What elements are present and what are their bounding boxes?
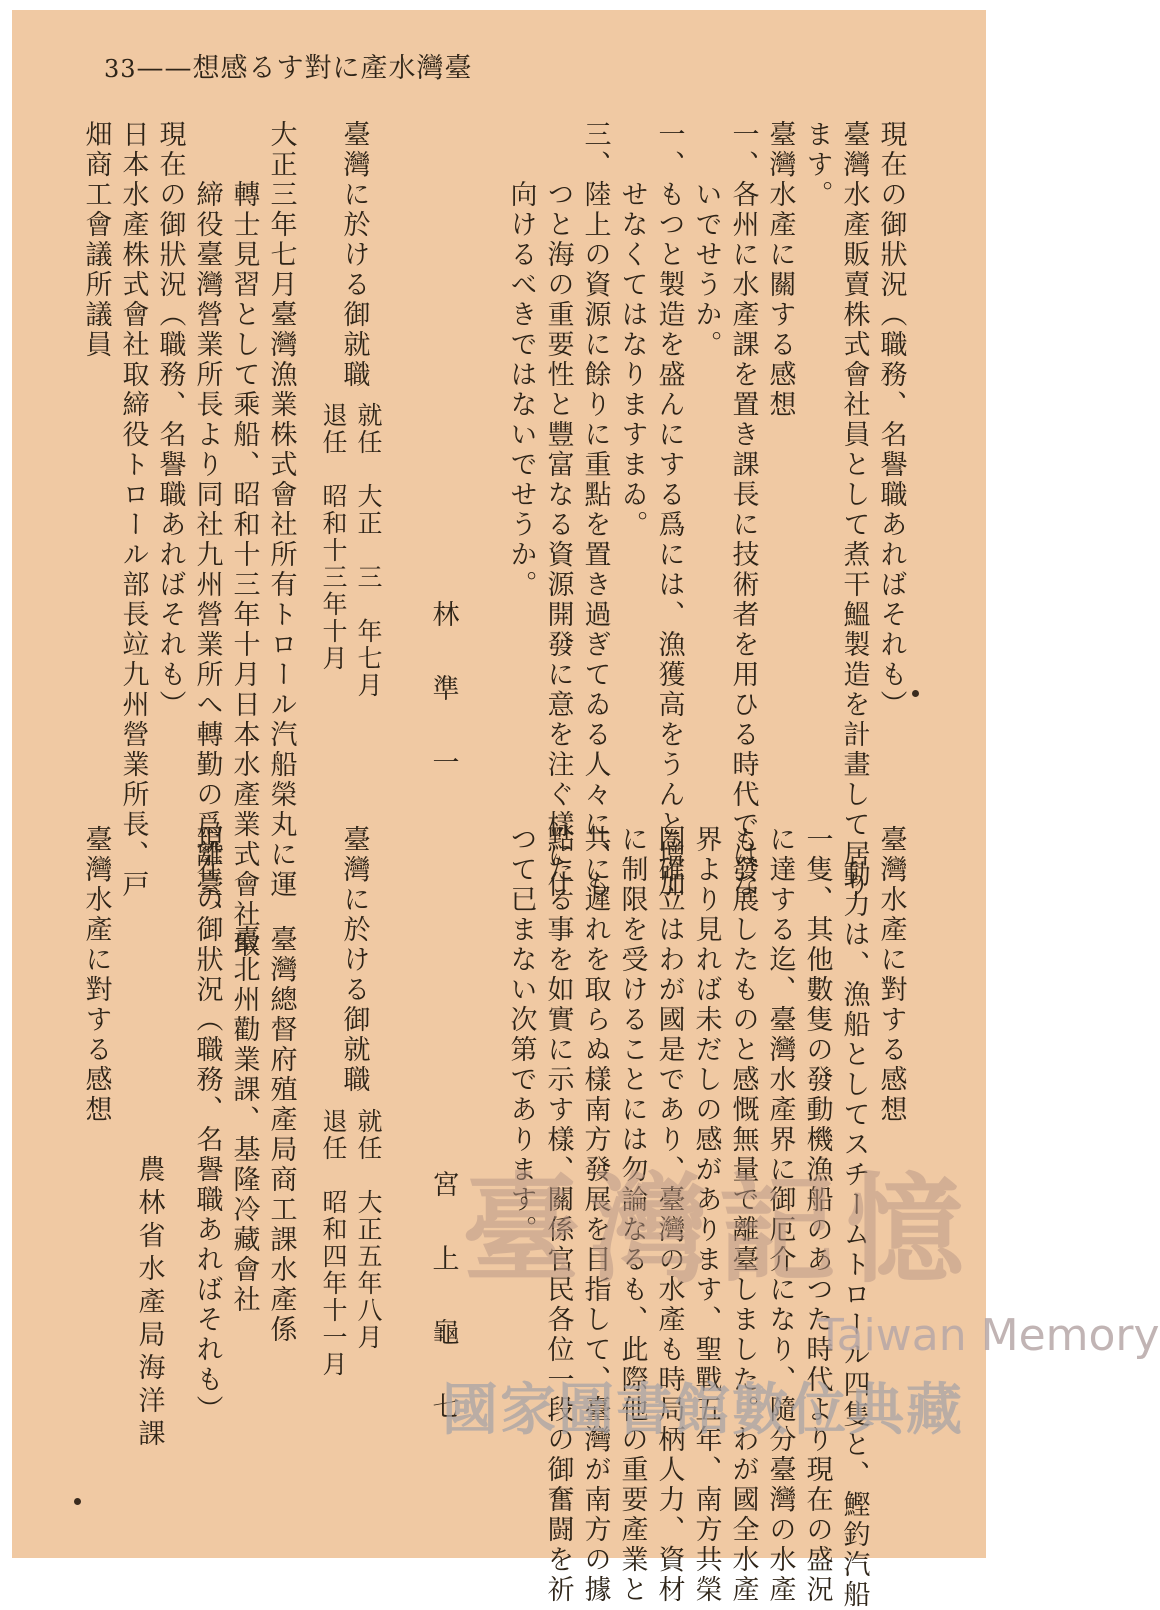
lower-text-9: 點たる事を如實に示す樣、關係官民各位一段の御奮闘を祈	[542, 825, 574, 1605]
upper-career-1: 大正三年七月臺灣漁業株式會社所有トロール汽船榮丸に運	[265, 120, 297, 900]
lower-text-4: も發展したものと感慨無量で離臺しました。わが國全水產	[727, 825, 759, 1605]
lower-person-name: 宮 上 龜 七	[427, 1170, 459, 1429]
upper-retired: 退任 昭和十三年十月	[319, 402, 348, 672]
lower-opinion-heading-2: 臺灣水產に對する感想	[80, 825, 112, 1125]
upper-opinion-3b: つと海の重要性と豐富なる資源開發に意を注ぐ樣に仕	[542, 180, 574, 900]
upper-opinion-1a: 一、各州に水產課を置き課長に技術者を用ひる時代ではな	[727, 120, 759, 900]
upper-opinion-3a: 三、陸上の資源に餘りに重點を置き過ぎてゐる人々に、も	[579, 120, 611, 900]
upper-current-2: 畑商工會議所議員	[80, 120, 112, 360]
lower-appointed: 就任 大正五年八月	[354, 1108, 383, 1351]
upper-status-label: 現在の御狀況（職務、名譽職あればそれも）	[875, 120, 907, 720]
lower-opinion-heading: 臺灣水產に對する感想	[875, 825, 907, 1125]
lower-text-5: 界より見れば未だしの感があります、聖戰五年、南方共榮	[690, 825, 722, 1605]
upper-opinion-2b: せなくてはなりますまゐ。	[616, 180, 648, 540]
lower-retired: 退任 昭和四年十一月	[319, 1108, 348, 1378]
upper-opinion-1b: いでせうか。	[690, 180, 722, 360]
lower-current-1: 農林省水產局海洋課	[133, 1155, 165, 1452]
upper-current-label: 現在の御狀況（職務、名譽職あればそれも）	[154, 120, 186, 720]
upper-current-1: 日本水產株式會社取締役トロール部長竝九州營業所長、戸	[117, 120, 149, 900]
lower-text-10: つて已まない次第であります。	[505, 825, 537, 1245]
header-title: 想感るす對に產水灣臺	[192, 53, 473, 84]
lower-text-6: 圏確立はわが國是であり、臺灣の水產も時局柄人力、資材	[653, 825, 685, 1605]
lower-text-2: 一隻、其他數隻の發動機漁船のあつた時代より現在の盛況	[801, 825, 833, 1605]
lower-text-3: に達する迄、臺灣水產界に御厄介になり、隨分臺灣の水產	[764, 825, 796, 1605]
lower-career-2: 臺北州勸業課、基隆冷藏會社	[228, 925, 260, 1315]
upper-career-3: 締役臺灣營業所長より同社九州營業所へ轉勤の爲離臺、	[191, 180, 223, 930]
lower-career-label: 臺灣に於ける御就職	[338, 825, 370, 1095]
upper-person-name: 林 準 一	[427, 600, 459, 785]
running-header	[104, 46, 473, 85]
watermark-english: Taiwan Memory	[817, 1310, 1160, 1361]
header-dash: ——	[136, 53, 193, 84]
upper-status-text-1: 臺灣水產販賣株式會社員として煮干鰮製造を計畫して居り	[838, 120, 870, 900]
upper-career-2: 轉士見習として乘船、昭和十三年十月日本水產業式會社取	[228, 180, 260, 960]
upper-appointed: 就任 大正 三 年七月	[354, 402, 383, 699]
page-number: 33	[104, 55, 137, 83]
upper-opinion-3c: 向けるべきではないでせうか。	[505, 180, 537, 600]
print-speck	[74, 1498, 81, 1505]
lower-current-label: 現在の御狀況（職務、名譽職あればそれも）	[191, 825, 223, 1425]
lower-text-7: に制限を受けることには勿論なるも、此際他の重要產業と	[616, 825, 648, 1605]
upper-career-label: 臺灣に於ける御就職	[338, 120, 370, 390]
print-speck	[912, 690, 919, 697]
watermark-chinese: 國家圖書館數位典藏	[442, 1378, 964, 1443]
lower-text-1: 動力は、漁船としてスチームトロール四隻と、鰹釣汽船	[838, 860, 870, 1610]
scanned-page	[12, 10, 1160, 1610]
lower-career-1: 臺灣總督府殖產局商工課水產係	[265, 925, 297, 1345]
upper-opinion-heading: 臺灣水產に關する感想	[764, 120, 796, 420]
lower-text-8: 共に遲れを取らぬ樣南方發展を目指して、臺灣が南方の據	[579, 825, 611, 1605]
upper-status-text-2: ます。	[801, 120, 833, 210]
upper-opinion-2a: 一、もつと製造を盛んにする爲には、漁獲高をうんと增加	[653, 120, 685, 900]
watermark-logo: 臺灣記憶	[462, 1160, 975, 1299]
